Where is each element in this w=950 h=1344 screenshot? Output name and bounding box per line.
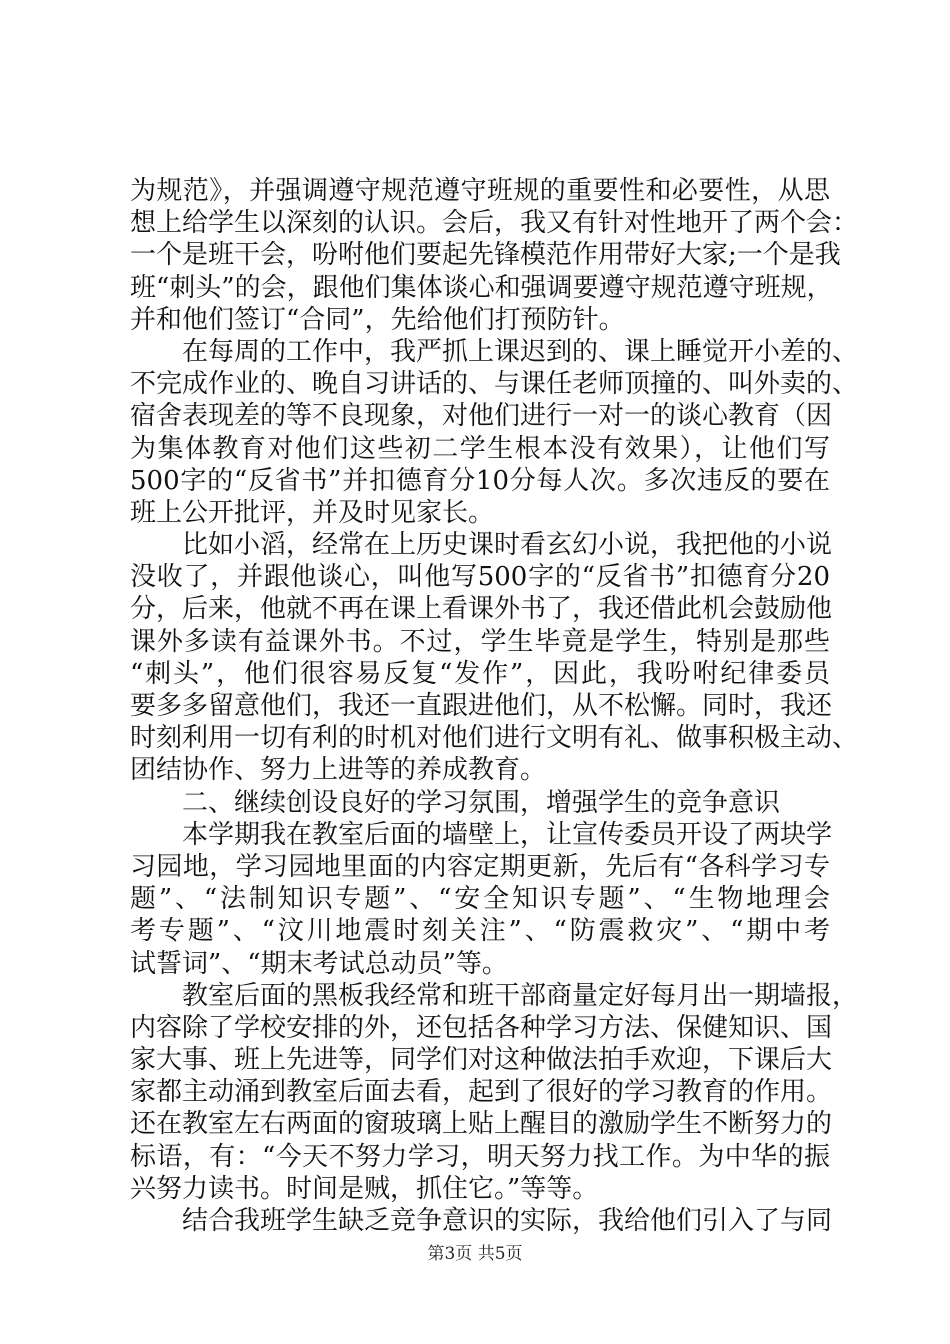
text-line: “刺头”，他们很容易反复“发作”，因此，我吩咐纪律委员 (130, 658, 830, 689)
text-line: 班上公开批评，并及时见家长。 (130, 497, 495, 528)
text-line: 为规范》，并强调遵守规范遵守班规的重要性和必要性，从思 (130, 176, 830, 206)
page-number-footer: 第3页 共5页 (427, 1244, 523, 1264)
text-line: 一个是班干会，吩咐他们要起先锋模范作用带好大家;一个是我 (130, 240, 841, 271)
text-line: 试誓词”、“期末考试总动员”等。 (130, 948, 508, 979)
text-line: 家大事、班上先进等，同学们对这种做法拍手欢迎，下课后大 (130, 1045, 833, 1076)
text-line: 不完成作业的、晚自习讲话的、与课任老师顶撞的、叫外卖的、 (130, 369, 859, 400)
text-line: 并和他们签订“合同”，先给他们打预防针。 (130, 304, 625, 335)
text-line: 班“刺头”的会，跟他们集体谈心和强调要遵守规范遵守班规， (130, 272, 833, 303)
text-line: 考专题”、“汶川地震时刻关注”、“防震救灾”、“期中考 (130, 916, 830, 947)
text-line: 500字的“反省书”并扣德育分10分每人次。多次违反的要在 (130, 465, 830, 496)
text-line: 课外多读有益课外书。不过，学生毕竟是学生，特别是那些 (130, 626, 830, 657)
section-heading: 二、继续创设良好的学习氛围，增强学生的竞争意识 (182, 787, 781, 818)
text-line: 内容除了学校安排的外，还包括各种学习方法、保健知识、国 (130, 1012, 833, 1043)
document-body (130, 175, 859, 1237)
text-line: 还在教室左右两面的窗玻璃上贴上醒目的激励学生不断努力的 (130, 1109, 833, 1140)
text-line: 没收了，并跟他谈心，叫他写500字的“反省书”扣德育分20 (130, 562, 830, 593)
text-line: 标语，有：“今天不努力学习，明天努力找工作。为中华的振 (130, 1141, 830, 1172)
paragraph-start-line: 在每周的工作中，我严抓上课迟到的、课上睡觉开小差的、 (182, 336, 859, 367)
text-line: 兴努力读书。时间是贼，抓住它。”等等。 (130, 1173, 599, 1204)
paragraph-start-line: 比如小滔，经常在上历史课时看玄幻小说，我把他的小说 (182, 530, 833, 561)
text-line: 题”、“法制知识专题”、“安全知识专题”、“生物地理会 (130, 884, 830, 915)
text-line: 家都主动涌到教室后面去看，起到了很好的学习教育的作用。 (130, 1077, 833, 1108)
text-line: 想上给学生以深刻的认识。会后，我又有针对性地开了两个会： (130, 208, 859, 239)
text-line: 习园地，学习园地里面的内容定期更新，先后有“各科学习专 (130, 851, 830, 882)
text-line: 分，后来，他就不再在课上看课外书了，我还借此机会鼓励他 (130, 594, 833, 625)
text-line: 宿舍表现差的等不良现象，对他们进行一对一的谈心教育（因 (130, 401, 833, 432)
paragraph-start-line: 结合我班学生缺乏竞争意识的实际，我给他们引入了与同 (182, 1206, 833, 1236)
text-line: 要多多留意他们，我还一直跟进他们，从不松懈。同时，我还 (130, 691, 833, 721)
paragraph-start-line: 本学期我在教室后面的墙壁上，让宣传委员开设了两块学 (182, 819, 833, 850)
text-line: 时刻利用一切有利的时机对他们进行文明有礼、做事积极主动、 (130, 723, 859, 754)
text-line: 团结协作、努力上进等的养成教育。 (130, 755, 547, 786)
text-line: 为集体教育对他们这些初二学生根本没有效果），让他们写 (130, 433, 830, 464)
paragraph-start-line: 教室后面的黑板我经常和班干部商量定好每月出一期墙报， (182, 980, 859, 1011)
